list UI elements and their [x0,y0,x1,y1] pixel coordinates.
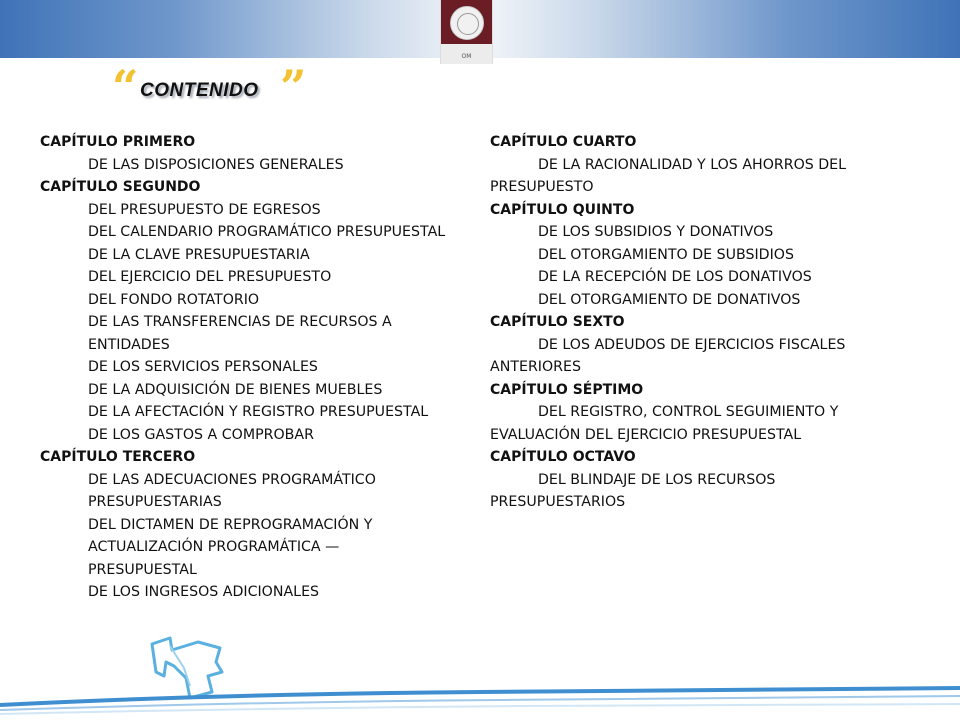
logo-label: OM [461,53,472,60]
section-item: DEL PRESUPUESTO DE EGRESOS [88,201,321,218]
section-item: DEL CALENDARIO PROGRAMÁTICO PRESUPUESTAL [88,224,446,240]
section-item: DEL REGISTRO, CONTROL SEGUIMIENTO Y EVALUACIÓN DEL EJERCICIO PRESUPUESTAL [490,404,839,443]
section-item: DE LOS ADEUDOS DE EJERCICIOS FISCALES ANTERIORES [490,336,846,375]
chapter-heading: CAPÍTULO SÉPTIMO [490,381,644,398]
footer-decorative-lines [0,680,960,720]
contents-right-column [490,131,890,514]
section-item: DE LA CLAVE PRESUPUESTARIA [88,246,310,263]
slide-title: CONTENIDO [140,80,259,101]
section-item: DE LA RACIONALIDAD Y LOS AHORROS DEL PRESUPUESTO [490,156,847,195]
section-item: DEL EJERCICIO DEL PRESUPUESTO [88,269,332,285]
section-item: DEL FONDO ROTATORIO [88,291,260,308]
section-item: DEL OTORGAMIENTO DE DONATIVOS [538,291,801,308]
chapter-heading: CAPÍTULO OCTAVO [490,449,636,465]
section-item: DEL DICTAMEN DE REPROGRAMACIÓN Y ACTUALIZACIÓN PROGRAMÁTICA — PRESUPUESTAL [88,516,373,578]
section-item: DE LA RECEPCIÓN DE LOS DONATIVOS [538,269,812,285]
chapter-heading: CAPÍTULO CUARTO [490,134,637,150]
section-item: DEL OTORGAMIENTO DE SUBSIDIOS [538,246,794,263]
section-item: DE LAS ADECUACIONES PROGRAMÁTICO PRESUPUESTARIAS [88,471,376,510]
open-quote-icon: “ [112,60,139,114]
institution-logo [440,0,493,64]
chapter-heading: CAPÍTULO SEXTO [490,314,625,330]
contents-left-column [40,131,480,604]
chapter-heading: CAPÍTULO TERCERO [40,449,196,465]
section-item: DEL BLINDAJE DE LOS RECURSOS PRESUPUESTARIOS [490,471,776,510]
seal-icon [450,6,484,40]
chapter-heading: CAPÍTULO SEGUNDO [40,179,201,195]
section-item: DE LA ADQUISICIÓN DE BIENES MUEBLES [88,381,383,398]
section-item: DE LOS SUBSIDIOS Y DONATIVOS [538,224,774,240]
section-item: DE LA AFECTACIÓN Y REGISTRO PRESUPUESTAL [88,404,429,420]
section-item: DE LAS TRANSFERENCIAS DE RECURSOS A ENTIDADES [88,314,392,353]
section-item: DE LOS SERVICIOS PERSONALES [88,359,318,375]
section-item: DE LAS DISPOSICIONES GENERALES [88,156,344,173]
close-quote-icon: ” [280,60,307,114]
chapter-heading: CAPÍTULO PRIMERO [40,134,196,150]
section-item: DE LOS GASTOS A COMPROBAR [88,426,314,443]
chapter-heading: CAPÍTULO QUINTO [490,201,635,218]
section-item: DE LOS INGRESOS ADICIONALES [88,584,320,600]
